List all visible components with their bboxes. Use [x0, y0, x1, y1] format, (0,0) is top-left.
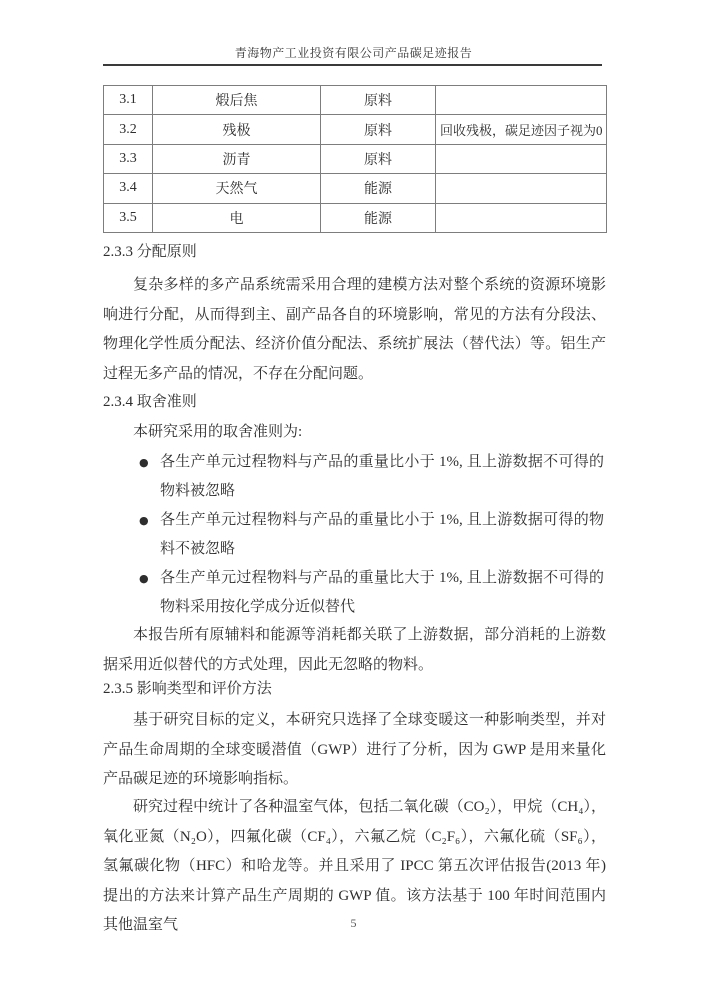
table-row	[104, 203, 607, 232]
criteria-bullet-1	[137, 448, 604, 507]
material-category: 能源	[321, 203, 436, 232]
bullet-icon: ●	[139, 456, 149, 469]
bullet-text: 各生产单元过程物料与产品的重量比小于 1%, 且上游数据不可得的物料被忽略	[160, 454, 604, 500]
material-note	[436, 144, 607, 173]
row-index: 3.5	[104, 203, 153, 232]
section-paragraph-235-2: 研究过程中统计了各种温室气体，包括二氧化碳（CO₂），甲烷（CH₄），氧化亚氮（N₂O），四氟化碳（CF₄），六氟乙烷（C₂F₆），六氟化硫（SF₆），氢氟碳化物（HFC）和哈龙等。并且采用了 IPCC 第五次评估报告(2013 年)提出的方法来计算产品生产周期的 GWP 值。该方法基于 100 年时间范围内其他温室气	[103, 799, 606, 934]
material-note	[436, 174, 607, 203]
row-index: 3.2	[104, 115, 153, 144]
section-heading-234: 2.3.4 取舍准则	[103, 394, 197, 410]
material-note	[436, 203, 607, 232]
material-name: 煅后焦	[153, 86, 321, 115]
section-heading-235: 2.3.5 影响类型和评价方法	[103, 681, 272, 697]
row-index: 3.4	[104, 174, 153, 203]
material-category: 能源	[321, 174, 436, 203]
material-name: 天然气	[153, 174, 321, 203]
table-row	[104, 86, 607, 115]
bullet-text: 各生产单元过程物料与产品的重量比小于 1%, 且上游数据可得的物料不被忽略	[160, 512, 604, 558]
materials-table	[103, 85, 607, 233]
criteria-intro: 本研究采用的取舍准则为:	[133, 424, 303, 440]
criteria-bullet-3	[137, 564, 604, 623]
section-paragraph-235-1: 基于研究目标的定义，本研究只选择了全球变暖这一种影响类型，并对产品生命周期的全球变暖潜值（GWP）进行了分析，因为 GWP 是用来量化产品碳足迹的环境影响指标。	[103, 712, 606, 788]
material-category: 原料	[321, 86, 436, 115]
section-heading-233: 2.3.3 分配原则	[103, 244, 197, 260]
table-row	[104, 115, 607, 144]
material-name: 残极	[153, 115, 321, 144]
bullet-icon: ●	[139, 514, 149, 527]
material-note	[436, 86, 607, 115]
table-row	[104, 174, 607, 203]
table-row	[104, 144, 607, 173]
row-index: 3.3	[104, 144, 153, 173]
criteria-bullet-2	[137, 506, 604, 565]
material-category: 原料	[321, 144, 436, 173]
header-rule	[103, 64, 602, 66]
material-note: 回收残极，碳足迹因子视为0	[436, 115, 607, 144]
row-index: 3.1	[104, 86, 153, 115]
bullet-text: 各生产单元过程物料与产品的重量比大于 1%, 且上游数据不可得的物料采用按化学成分近似替代	[160, 570, 604, 616]
section-paragraph-233: 复杂多样的多产品系统需采用合理的建模方法对整个系统的资源环境影响进行分配，从而得到主、副产品各自的环境影响，常见的方法有分段法、物理化学性质分配法、经济价值分配法、系统扩展法（替代法）等。铝生产过程无多产品的情况，不存在分配问题。	[103, 277, 606, 382]
material-name: 沥青	[153, 144, 321, 173]
header-title: 青海物产工业投资有限公司产品碳足迹报告	[234, 46, 473, 60]
bullet-icon: ●	[139, 572, 149, 585]
material-name: 电	[153, 203, 321, 232]
material-category: 原料	[321, 115, 436, 144]
section-closing-234: 本报告所有原辅料和能源等消耗都关联了上游数据，部分消耗的上游数据采用近似替代的方式处理，因此无忽略的物料。	[103, 627, 606, 673]
page-number: 5	[350, 916, 357, 930]
